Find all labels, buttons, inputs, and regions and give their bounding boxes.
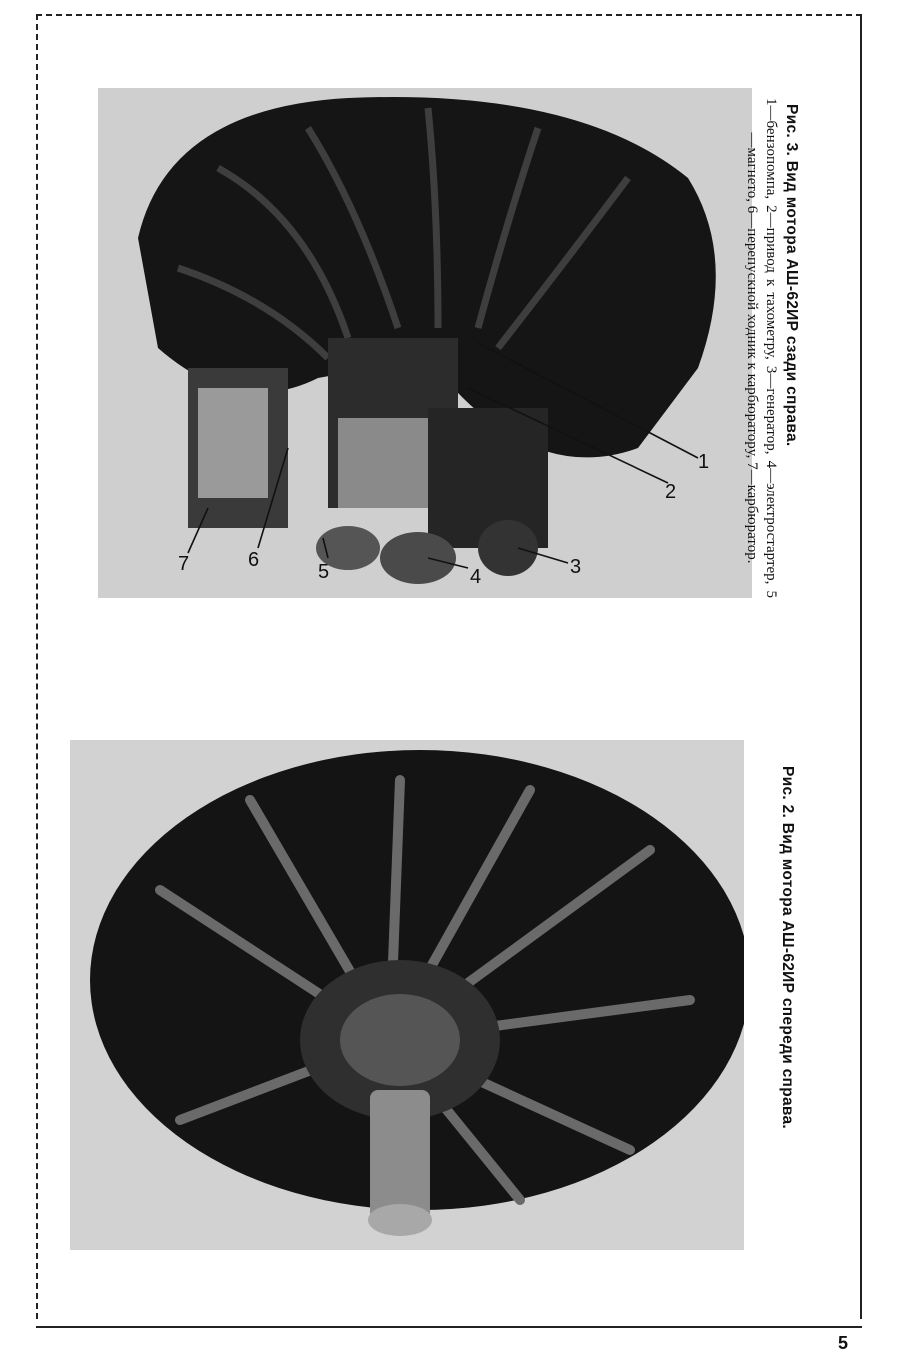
callout-7: 7 — [178, 553, 190, 575]
figure-3-caption-title: Рис. 3. Вид мотора АШ-62ИР сзади справа. — [783, 104, 800, 447]
callout-5: 5 — [318, 561, 330, 583]
callout-1: 1 — [698, 451, 710, 473]
figure-2-photo — [70, 740, 744, 1250]
figure-3-caption-legend: 1—бензопомпа, 2—привод к тахометру, 3—генератор, 4—электростартер, 5—магнето, 6—перепускной ходник к карбюратору, 7—карбюратор. — [744, 98, 779, 598]
callout-6: 6 — [248, 549, 260, 571]
page-frame-bottom — [36, 1326, 862, 1328]
callout-2: 2 — [665, 481, 677, 503]
page-frame-right — [860, 14, 862, 1319]
engine-rear-view-image — [98, 88, 752, 598]
callout-3: 3 — [570, 556, 582, 578]
page-frame-left — [36, 14, 38, 1319]
callout-4: 4 — [470, 566, 482, 588]
figure-3-photo — [98, 88, 752, 598]
page-frame-top — [36, 14, 862, 16]
figure-2-caption: Рис. 2. Вид мотора АШ-62ИР спереди справа. — [779, 766, 796, 1130]
page-number: 5 — [838, 1333, 849, 1353]
engine-front-view-image — [70, 740, 744, 1250]
